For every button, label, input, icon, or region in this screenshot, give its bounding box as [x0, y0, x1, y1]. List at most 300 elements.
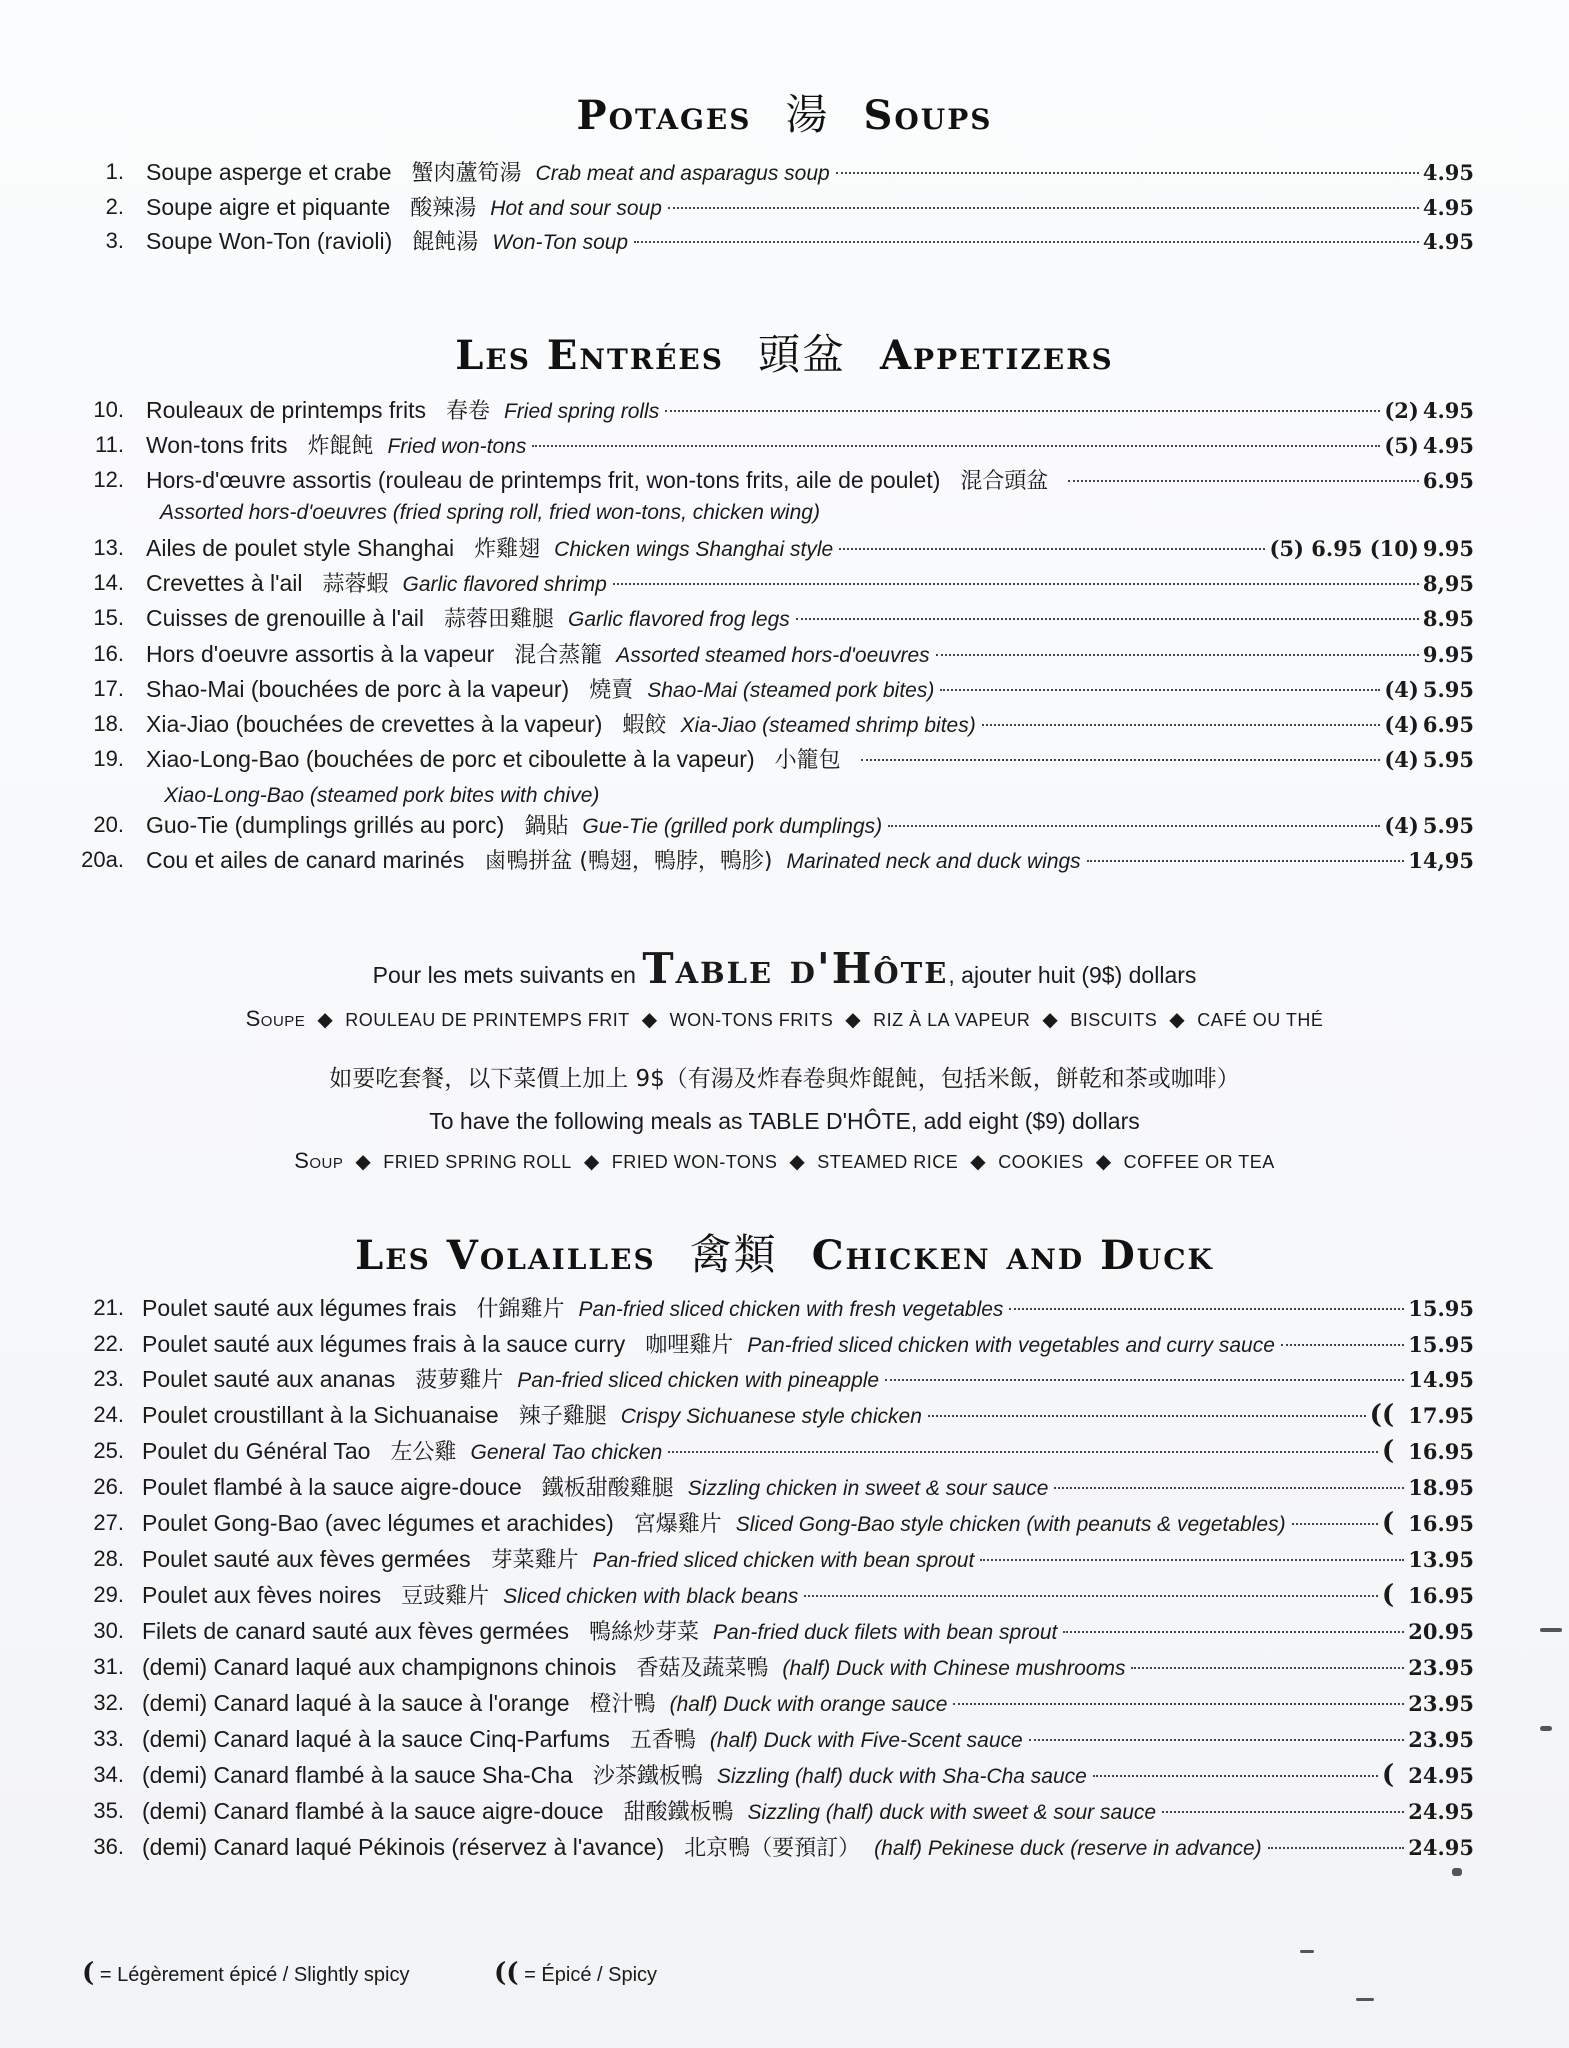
table-dhote-item: FRIED WON-TONS — [611, 1152, 778, 1172]
item-quantity: (5) 6.95 (10) — [1269, 536, 1419, 561]
item-line — [146, 531, 1474, 567]
item-name-zh: 蝦餃 — [622, 713, 667, 738]
item-name-zh: 橙汁鴨 — [589, 1692, 656, 1717]
item-price: 6.95 — [1422, 712, 1474, 737]
item-number: 31. — [93, 1654, 124, 1679]
item-name-en: Garlic flavored shrimp — [402, 573, 607, 596]
item-name-zh: 炸餛飩 — [307, 434, 374, 459]
item-quantity: (4) — [1384, 677, 1419, 702]
table-dhote-fr-line — [0, 944, 1569, 993]
item-price: 15.95 — [1408, 1296, 1474, 1321]
table-dhote-item: RIZ À LA VAPEUR — [873, 1010, 1031, 1030]
item-name-fr: Hors d'oeuvre assortis à la vapeur — [146, 641, 495, 667]
item-name-fr: Won-tons frits — [146, 432, 288, 458]
leader-dots — [928, 1415, 1366, 1417]
menu-item-row — [0, 1722, 1569, 1756]
menu-item-row — [0, 1794, 1569, 1828]
table-dhote-fr-suffix: , ajouter huit (9$) dollars — [948, 962, 1197, 988]
item-price: 17.95 — [1408, 1403, 1474, 1428]
leader-dots — [885, 1379, 1404, 1381]
spice-icon: ( — [1381, 1760, 1395, 1790]
leader-dots — [1068, 480, 1418, 482]
item-number: 35. — [93, 1798, 124, 1823]
menu-item-row — [0, 742, 1569, 776]
leader-dots — [804, 1595, 1377, 1597]
heading-en: Chicken and Duck — [811, 1232, 1214, 1279]
item-name-en: Fried won-tons — [387, 435, 527, 458]
table-dhote-item: CAFÉ OU THÉ — [1197, 1010, 1324, 1030]
item-line — [142, 1470, 1474, 1506]
menu-item-row — [0, 1578, 1569, 1612]
heading-fr: Les Entrées — [455, 332, 724, 379]
menu-item-row — [0, 1291, 1569, 1325]
item-line — [142, 1722, 1474, 1758]
item-price: 5.95 — [1422, 747, 1474, 772]
diamond-icon: ◆ — [970, 1151, 987, 1173]
item-name-zh: 蒜蓉田雞腿 — [444, 607, 555, 632]
item-name-en: (half) Duck with orange sauce — [669, 1693, 948, 1716]
item-name-en: Sizzling chicken in sweet & sour sauce — [687, 1477, 1049, 1500]
menu-item-row — [0, 190, 1569, 224]
leader-dots — [1093, 1775, 1378, 1777]
item-name-en: Pan-fried sliced chicken with fresh vegetables — [578, 1298, 1004, 1321]
spice-icon: ( — [1381, 1436, 1395, 1466]
item-name-fr: (demi) Canard laqué aux champignons chinois — [142, 1654, 617, 1680]
diamond-icon: ◆ — [583, 1151, 600, 1173]
menu-item-row — [0, 1830, 1569, 1864]
diamond-icon: ◆ — [845, 1009, 862, 1031]
table-dhote-fr-prefix: Pour les mets suivants en — [372, 962, 636, 988]
menu-item-row — [0, 672, 1569, 706]
leader-dots — [1131, 1667, 1404, 1669]
item-line — [146, 843, 1474, 879]
menu-item-row — [0, 637, 1569, 671]
item-number: 22. — [93, 1331, 124, 1356]
item-quantity: (2) — [1384, 398, 1419, 423]
item-price: 13.95 — [1408, 1547, 1474, 1572]
leader-dots — [836, 172, 1419, 174]
item-line — [142, 1758, 1474, 1794]
table-dhote-en-line: To have the following meals as TABLE D'HÔTE, add eight ($9) dollars — [429, 1108, 1140, 1134]
item-number: 32. — [93, 1690, 124, 1715]
item-name-fr: Poulet flambé à la sauce aigre-douce — [142, 1474, 522, 1500]
menu-item-row — [0, 843, 1569, 877]
item-name-fr: Xia-Jiao (bouchées de crevettes à la vapeur) — [146, 711, 603, 737]
item-price: 24.95 — [1408, 1763, 1474, 1788]
item-number: 34. — [93, 1762, 124, 1787]
table-dhote-item: WON-TONS FRITS — [669, 1010, 834, 1030]
item-name-zh: 小籠包 — [774, 748, 841, 773]
menu-item-row — [0, 393, 1569, 427]
item-number: 11. — [95, 432, 124, 457]
item-name-fr: Cou et ailes de canard marinés — [146, 847, 465, 873]
leader-dots — [1087, 860, 1405, 862]
item-line — [146, 808, 1474, 844]
soup-label: Soup — [294, 1148, 344, 1173]
item-name-en: Xia-Jiao (steamed shrimp bites) — [680, 714, 976, 737]
diamond-icon: ◆ — [641, 1009, 658, 1031]
item-name-zh: 炸雞翅 — [474, 537, 541, 562]
item-price: 4.95 — [1422, 160, 1474, 185]
item-name-en: Sizzling (half) duck with Sha-Cha sauce — [716, 1765, 1087, 1788]
diamond-icon: ◆ — [1042, 1009, 1059, 1031]
stain-mark — [1540, 1628, 1562, 1632]
item-price: 9.95 — [1422, 642, 1474, 667]
item-number: 29. — [93, 1582, 124, 1607]
menu-item-row — [0, 1506, 1569, 1540]
item-price: 8,95 — [1422, 571, 1474, 596]
diamond-icon: ◆ — [789, 1151, 806, 1173]
item-name-en: Gue-Tie (grilled pork dumplings) — [582, 815, 883, 838]
menu-item-row — [0, 808, 1569, 842]
menu-item-row — [0, 601, 1569, 635]
menu-item-row — [0, 1758, 1569, 1792]
item-name-fr: Poulet aux fèves noires — [142, 1582, 382, 1608]
diamond-icon: ◆ — [317, 1009, 334, 1031]
item-name-fr: Poulet croustillant à la Sichuanaise — [142, 1402, 499, 1428]
item-price: 24.95 — [1408, 1835, 1474, 1860]
item-name-en: Crab meat and asparagus soup — [535, 162, 830, 185]
leader-dots — [668, 207, 1419, 209]
item-price: 15.95 — [1408, 1332, 1474, 1357]
diamond-icon: ◆ — [1095, 1151, 1112, 1173]
leader-dots — [1063, 1631, 1404, 1633]
item-line — [142, 1506, 1474, 1542]
item-name-zh: 春卷 — [445, 399, 490, 424]
item-price: 4.95 — [1422, 229, 1474, 254]
item-line — [142, 1650, 1474, 1686]
item-name-en: Hot and sour soup — [490, 197, 662, 220]
item-name-fr: Soupe aigre et piquante — [146, 194, 391, 220]
item-name-zh: 宮爆雞片 — [633, 1512, 722, 1537]
legend-spicy — [494, 1958, 657, 1988]
item-number: 23. — [93, 1366, 124, 1391]
item-name-zh: 混合蒸籠 — [514, 643, 603, 668]
leader-dots — [1162, 1811, 1404, 1813]
item-price: 6.95 — [1422, 468, 1474, 493]
item-line — [142, 1686, 1474, 1722]
heading-zh: 禽類 — [689, 1230, 778, 1279]
item-name-fr: Poulet du Général Tao — [142, 1438, 371, 1464]
item-name-fr: Poulet sauté aux légumes frais — [142, 1295, 457, 1321]
item-price: 9.95 — [1422, 536, 1474, 561]
table-dhote-item: COOKIES — [998, 1152, 1084, 1172]
section-heading-poultry — [0, 1222, 1569, 1282]
item-number: 20a. — [81, 847, 124, 872]
item-line — [146, 463, 1474, 499]
item-name-fr: Rouleaux de printemps frits — [146, 397, 426, 423]
item-line — [142, 1830, 1474, 1866]
item-name-fr: (demi) Canard laqué à la sauce Cinq-Parfums — [142, 1726, 610, 1752]
item-number: 30. — [93, 1618, 124, 1643]
diamond-icon: ◆ — [1169, 1009, 1186, 1031]
menu-item-row — [0, 1398, 1569, 1432]
item-name-zh: 鹵鴨拼盆 (鴨翅，鴨脖，鴨胗) — [484, 849, 773, 874]
menu-item-row — [0, 1434, 1569, 1468]
spice-icon: ( — [1381, 1580, 1395, 1610]
table-dhote-item: STEAMED RICE — [817, 1152, 959, 1172]
item-subtitle-en: Xiao-Long-Bao (steamed pork bites with chive) — [164, 784, 600, 807]
item-price: 23.95 — [1408, 1655, 1474, 1680]
item-name-en: Sizzling (half) duck with sweet & sour sauce — [747, 1801, 1157, 1824]
item-price: 4.95 — [1422, 433, 1474, 458]
item-line — [142, 1542, 1474, 1578]
spice-icon: (( — [1369, 1400, 1395, 1430]
item-name-fr: Soupe asperge et crabe — [146, 159, 392, 185]
leader-dots — [936, 654, 1419, 656]
heading-zh: 頭盆 — [758, 330, 847, 379]
item-name-zh: 左公雞 — [390, 1440, 457, 1465]
menu-item-row — [0, 224, 1569, 258]
menu-item-row — [0, 463, 1569, 497]
item-name-en: Sliced Gong-Bao style chicken (with peanuts & vegetables) — [735, 1513, 1286, 1536]
table-dhote-title: Table d'Hôte — [642, 944, 949, 993]
item-number: 28. — [93, 1546, 124, 1571]
leader-dots — [668, 1451, 1378, 1453]
item-line — [142, 1291, 1474, 1327]
menu-item-row — [0, 1362, 1569, 1396]
menu-item-row — [0, 531, 1569, 565]
menu-item-row — [0, 1686, 1569, 1720]
item-name-en: Pan-fried sliced chicken with pineapple — [517, 1369, 880, 1392]
item-name-en: Pan-fried sliced chicken with bean sprout — [592, 1549, 975, 1572]
item-name-fr: Poulet sauté aux fèves germées — [142, 1546, 471, 1572]
item-price: 16.95 — [1408, 1511, 1474, 1536]
menu-item-row — [0, 1614, 1569, 1648]
item-name-en: Shao-Mai (steamed pork bites) — [647, 679, 935, 702]
stain-mark — [1356, 1998, 1374, 2001]
item-name-fr: Hors-d'œuvre assortis (rouleau de printemps frit, won-tons frits, aile de poulet) — [146, 467, 941, 493]
item-quantity: (4) — [1384, 712, 1419, 737]
item-line — [142, 1327, 1474, 1363]
item-number: 27. — [93, 1510, 124, 1535]
item-price: 18.95 — [1408, 1475, 1474, 1500]
leader-dots — [665, 410, 1380, 412]
item-line — [142, 1578, 1474, 1614]
item-number: 14. — [93, 570, 124, 595]
menu-item-row — [0, 1650, 1569, 1684]
item-name-zh: 混合頭盆 — [960, 469, 1049, 494]
leader-dots — [1268, 1847, 1405, 1849]
stain-mark — [1540, 1726, 1552, 1731]
item-name-fr: Filets de canard sauté aux fèves germées — [142, 1618, 570, 1644]
leader-dots — [1009, 1308, 1404, 1310]
item-name-en: (half) Pekinese duck (reserve in advance) — [874, 1837, 1262, 1860]
menu-item-row — [0, 707, 1569, 741]
item-number: 33. — [93, 1726, 124, 1751]
legend-hot-label: = Épicé / Spicy — [524, 1964, 658, 1986]
item-name-fr: Poulet Gong-Bao (avec légumes et arachides) — [142, 1510, 614, 1536]
item-number: 20. — [93, 812, 124, 837]
item-name-zh: 咖哩雞片 — [645, 1333, 734, 1358]
leader-dots — [1292, 1523, 1378, 1525]
item-name-zh: 蒜蓉蝦 — [322, 572, 389, 597]
item-name-zh: 豆豉雞片 — [401, 1584, 490, 1609]
item-name-zh: 北京鴨（要預訂） — [684, 1836, 861, 1861]
item-line — [146, 566, 1474, 602]
leader-dots — [982, 724, 1381, 726]
item-name-en: Garlic flavored frog legs — [568, 608, 790, 631]
item-price: 16.95 — [1408, 1583, 1474, 1608]
item-name-fr: Cuisses de grenouille à l'ail — [146, 605, 424, 631]
item-line — [146, 742, 1474, 778]
item-price: 4.95 — [1422, 398, 1474, 423]
item-number: 13. — [93, 535, 124, 560]
item-line — [142, 1398, 1474, 1434]
table-dhote-item: FRIED SPRING ROLL — [383, 1152, 572, 1172]
table-dhote-zh-line: 如要吃套餐，以下菜價上加上 9$（有湯及炸春卷與炸餛飩，包括米飯，餅乾和茶或咖啡） — [329, 1066, 1240, 1092]
item-line — [146, 707, 1474, 743]
item-name-fr: Xiao-Long-Bao (bouchées de porc et ciboulette à la vapeur) — [146, 746, 755, 772]
item-line — [146, 428, 1474, 464]
menu-item-row — [0, 1470, 1569, 1504]
item-number: 21. — [93, 1295, 124, 1320]
item-price: 4.95 — [1422, 195, 1474, 220]
table-dhote-item: BISCUITS — [1070, 1010, 1158, 1030]
heading-en: Soups — [863, 92, 993, 139]
item-name-zh: 酸辣湯 — [410, 196, 477, 221]
leader-dots — [953, 1703, 1404, 1705]
item-number: 24. — [93, 1402, 124, 1427]
item-name-fr: (demi) Canard flambé à la sauce Sha-Cha — [142, 1762, 573, 1788]
item-number: 16. — [93, 641, 124, 666]
item-line — [146, 155, 1474, 191]
item-price: 24.95 — [1408, 1799, 1474, 1824]
item-line — [146, 190, 1474, 226]
menu-item-row — [0, 566, 1569, 600]
item-name-zh: 辣子雞腿 — [518, 1404, 607, 1429]
item-subtitle-en: Assorted hors-d'oeuvres (fried spring roll, fried won-tons, chicken wing) — [160, 501, 820, 524]
leader-dots — [861, 759, 1381, 761]
leader-dots — [888, 825, 1380, 827]
item-number: 36. — [93, 1834, 124, 1859]
item-name-en: Chicken wings Shanghai style — [554, 538, 834, 561]
hot-spice-icon: (( — [494, 1958, 519, 1988]
soup-label: Soupe — [245, 1006, 306, 1031]
item-price: 16.95 — [1408, 1439, 1474, 1464]
item-name-en: General Tao chicken — [470, 1441, 663, 1464]
item-number: 26. — [93, 1474, 124, 1499]
leader-dots — [634, 241, 1419, 243]
leader-dots — [1029, 1739, 1405, 1741]
item-line — [142, 1614, 1474, 1650]
section-heading-soups — [0, 82, 1569, 142]
item-name-zh: 什錦雞片 — [476, 1297, 565, 1322]
item-line — [146, 224, 1474, 260]
item-name-en: Fried spring rolls — [503, 400, 660, 423]
diamond-icon: ◆ — [355, 1151, 372, 1173]
table-dhote-item: ROULEAU DE PRINTEMPS FRIT — [345, 1010, 630, 1030]
item-price: 14,95 — [1408, 848, 1474, 873]
item-line — [146, 601, 1474, 637]
item-name-zh: 鍋貼 — [524, 814, 569, 839]
menu-item-row — [0, 1327, 1569, 1361]
item-price: 5.95 — [1422, 813, 1474, 838]
leader-dots — [1054, 1487, 1404, 1489]
item-quantity: (4) — [1384, 813, 1419, 838]
item-price: 23.95 — [1408, 1727, 1474, 1752]
item-number: 15. — [93, 605, 124, 630]
item-name-zh: 燒賣 — [589, 678, 634, 703]
item-name-en: Won-Ton soup — [492, 231, 629, 254]
item-name-zh: 菠萝雞片 — [415, 1368, 504, 1393]
item-name-fr: Soupe Won-Ton (ravioli) — [146, 228, 393, 254]
item-name-zh: 芽菜雞片 — [490, 1548, 579, 1573]
item-name-en: (half) Duck with Five-Scent sauce — [709, 1729, 1023, 1752]
legend-slight-label: = Légèrement épicé / Slightly spicy — [99, 1964, 410, 1986]
table-dhote-item: COFFEE OR TEA — [1123, 1152, 1275, 1172]
leader-dots — [839, 548, 1265, 550]
menu-item-row — [0, 155, 1569, 189]
item-name-fr: Poulet sauté aux légumes frais à la sauce curry — [142, 1331, 626, 1357]
stain-mark — [1300, 1950, 1314, 1953]
heading-fr: Les Volailles — [355, 1232, 656, 1279]
table-dhote-fr-items — [0, 1006, 1569, 1032]
item-number: 10. — [93, 397, 124, 422]
item-name-fr: Guo-Tie (dumplings grillés au porc) — [146, 812, 505, 838]
item-name-en: Pan-fried sliced chicken with vegetables and curry sauce — [747, 1334, 1275, 1357]
item-name-en: (half) Duck with Chinese mushrooms — [782, 1657, 1126, 1680]
leader-dots — [940, 689, 1380, 691]
item-name-en: Marinated neck and duck wings — [786, 850, 1081, 873]
item-price: 5.95 — [1422, 677, 1474, 702]
leader-dots — [532, 445, 1380, 447]
item-line — [146, 637, 1474, 673]
item-price: 8.95 — [1422, 606, 1474, 631]
item-number: 12. — [93, 467, 124, 492]
heading-zh: 湯 — [785, 90, 830, 139]
item-name-zh: 甜酸鐵板鴨 — [623, 1800, 734, 1825]
item-number: 19. — [93, 746, 124, 771]
item-quantity: (5) — [1384, 433, 1419, 458]
item-number: 17. — [93, 676, 124, 701]
item-name-fr: (demi) Canard flambé à la sauce aigre-douce — [142, 1798, 604, 1824]
item-name-zh: 餛飩湯 — [412, 230, 479, 255]
item-line — [142, 1362, 1474, 1398]
item-name-fr: Crevettes à l'ail — [146, 570, 303, 596]
item-name-fr: Shao-Mai (bouchées de porc à la vapeur) — [146, 676, 570, 702]
item-name-zh: 沙茶鐵板鴨 — [592, 1764, 703, 1789]
table-dhote-en-items — [0, 1148, 1569, 1174]
item-name-fr: Poulet sauté aux ananas — [142, 1366, 396, 1392]
item-line — [146, 393, 1474, 429]
item-price: 14.95 — [1408, 1367, 1474, 1392]
item-name-fr: Ailes de poulet style Shanghai — [146, 535, 455, 561]
item-number: 1. — [105, 159, 124, 184]
item-name-fr: (demi) Canard laqué Pékinois (réservez à l'avance) — [142, 1834, 665, 1860]
leader-dots — [796, 618, 1419, 620]
heading-en: Appetizers — [880, 332, 1114, 379]
legend-slightly-spicy — [82, 1958, 409, 1988]
item-price: 20.95 — [1408, 1619, 1474, 1644]
spice-icon: ( — [1381, 1508, 1395, 1538]
item-name-zh: 鐵板甜酸雞腿 — [541, 1476, 674, 1501]
stain-mark — [1452, 1868, 1462, 1876]
item-name-en: Sliced chicken with black beans — [503, 1585, 799, 1608]
item-number: 2. — [105, 194, 124, 219]
leader-dots — [613, 583, 1419, 585]
item-name-zh: 鴨絲炒芽菜 — [589, 1620, 700, 1645]
leader-dots — [980, 1559, 1404, 1561]
item-line — [146, 672, 1474, 708]
item-number: 25. — [93, 1438, 124, 1463]
heading-fr: Potages — [576, 92, 752, 139]
item-quantity: (4) — [1384, 747, 1419, 772]
slight-spice-icon: ( — [82, 1958, 95, 1988]
item-line — [142, 1794, 1474, 1830]
item-name-zh: 蟹肉蘆筍湯 — [411, 161, 522, 186]
item-name-en: Pan-fried duck filets with bean sprout — [713, 1621, 1058, 1644]
